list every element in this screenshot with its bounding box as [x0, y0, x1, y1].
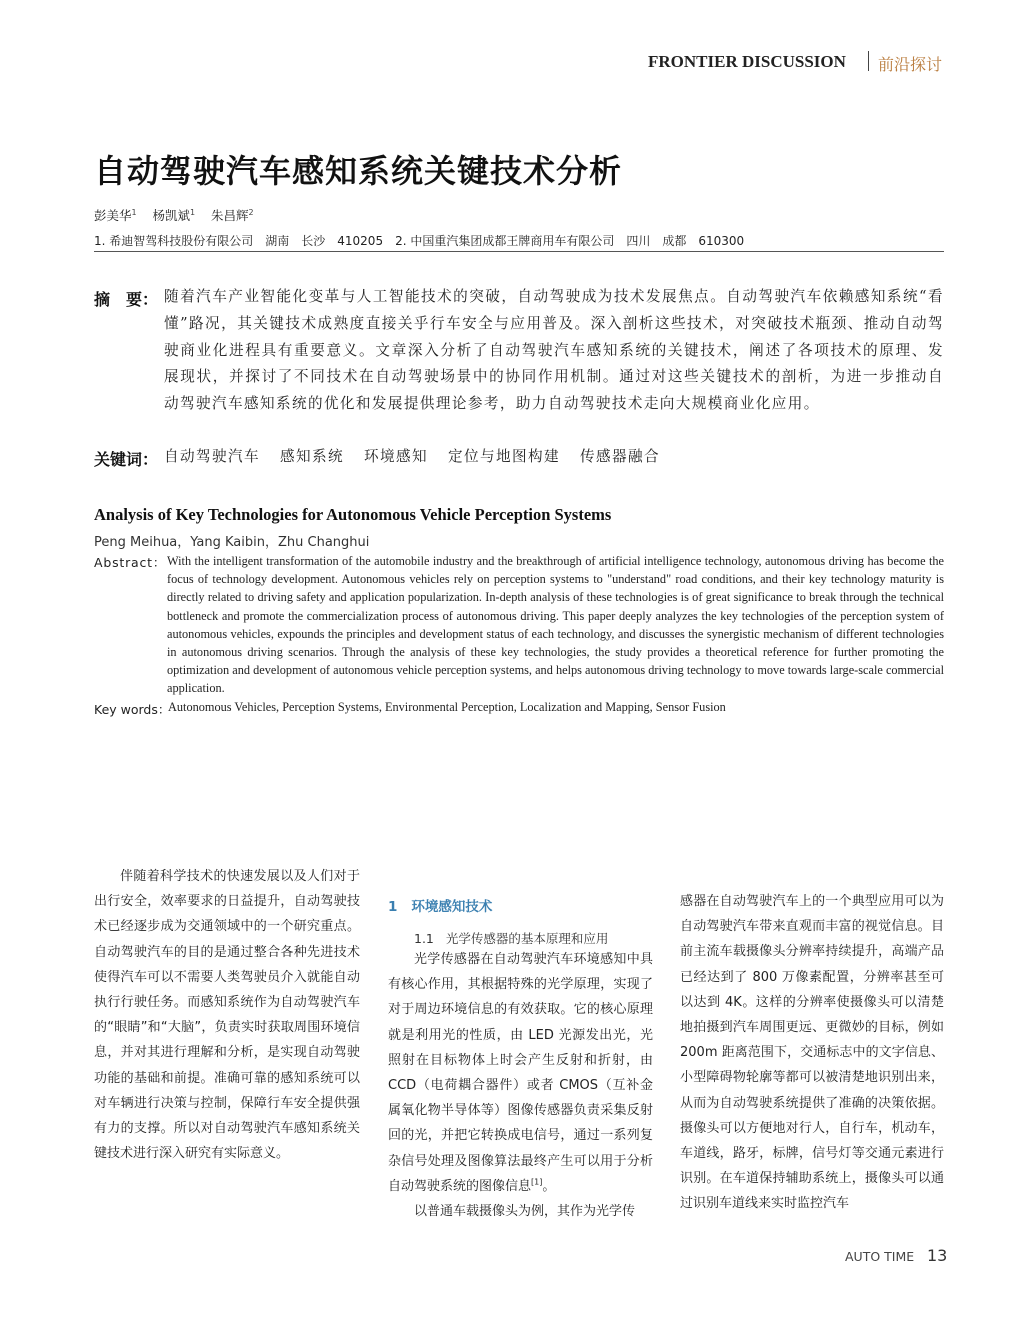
author-affil-sup: 1 [131, 207, 137, 217]
body-paragraph: 感器在自动驾驶汽车上的一个典型应用可以为自动驾驶汽车带来直观而丰富的视觉信息。目前主流车载摄像头分辨率持续提升，高端产品已经达到了 800 万像素配置，分辨率甚至可以达到 4K。这样的分辨率使摄像头可以清楚地拍摄到汽车周围更远、更微妙的目标，例如 200m 距离范围下，交通标志中的文字信息、小型障碍物轮廓等都可以被清楚地识别出来，从而为自动驾驶系统提供了准确的决策依据。摄像头可以方便地对行人，自行车，机动车，车道线，路牙，标牌，信号灯等交通元素进行识别。在车道保持辅助系统上，摄像头可以通过识别车道线来实时监控汽车 [680, 894, 944, 1212]
paragraph-text: 光学传感器在自动驾驶汽车环境感知中具有核心作用，其根据特殊的光学原理，实现了对于周边环境信息的有效获取。它的核心原理就是利用光的性质，由 LED 光源发出光，光照射在目标物体上时会产生反射和折射，由 CCD（电荷耦合器件）或者 CMOS（互补金属氧化物半导体等）图像传感器负责采集反射回的光，并把它转换成电信号，通过一系列复杂信号处理及图像算法最终产生可以用于分析自动驾驶系统的图像信息 [388, 952, 653, 1194]
affiliations: 1. 希迪智驾科技股份有限公司 湖南 长沙 410205 2. 中国重汽集团成都王牌商用车有限公司 四川 成都 610300 [94, 234, 745, 248]
title-divider [94, 251, 944, 252]
abstract-cn-text: 随着汽车产业智能化变革与人工智能技术的突破，自动驾驶成为技术发展焦点。自动驾驶汽车依赖感知系统“看懂”路况，其关键技术成熟度直接关乎行车安全与应用普及。深入剖析这些技术，对突破技术瓶颈、推动自动驾驶商业化进程具有重要意义。文章深入分析了自动驾驶汽车感知系统的关键技术，阐述了各项技术的原理、发展现状，并探讨了不同技术在自动驾驶场景中的协同作用机制。通过对这些关键技术的剖析，为进一步推动自动驾驶汽车感知系统的优化和发展提供理论参考，助力自动驾驶技术走向大规模商业化应用。 [164, 288, 944, 413]
paper-title-en: Analysis of Key Technologies for Autonomous Vehicle Perception Systems [94, 505, 612, 524]
author-name: 朱昌辉 [211, 208, 249, 223]
abstract-en-label: Abstract： [94, 555, 167, 570]
author-name: 彭美华 [94, 208, 132, 223]
paper-title-cn: 自动驾驶汽车感知系统关键技术分析 [94, 152, 623, 190]
body-column-3 [680, 889, 944, 1217]
author-affil-sup: 2 [248, 207, 254, 217]
footer-journal-name: AUTO TIME [845, 1249, 915, 1264]
intro-paragraph: 伴随着科学技术的快速发展以及人们对于出行安全，效率要求的日益提升，自动驾驶技术已经逐步成为交通领域中的一个研究重点。自动驾驶汽车的目的是通过整合各种先进技术使得汽车可以不需要人类驾驶员介入就能自动执行行驶任务。而感知系统作为自动驾驶汽车的“眼睛”和“大脑”，负责实时获取周围环境信息，并对其进行理解和分析，是实现自动驾驶功能的基础和前提。准确可靠的感知系统可以对车辆进行决策与控制，保障行车安全提供强有力的支撑。所以对自动驾驶汽车感知系统关键技术进行深入研究有实际意义。 [94, 869, 360, 1162]
section-number: 1 [388, 899, 398, 915]
author-list-en: Peng Meihua，Yang Kaibin，Zhu Changhui [94, 535, 370, 550]
page-number: 13 [927, 1246, 948, 1265]
header-section-cn: 前沿探讨 [878, 55, 943, 74]
keywords-cn-label: 关键词： [94, 450, 159, 469]
header-divider [868, 51, 869, 71]
author-list-cn [94, 206, 254, 224]
section-title: 环境感知技术 [411, 899, 493, 915]
citation-ref: [1] [531, 1177, 543, 1187]
keywords-en-label: Key words： [94, 702, 171, 717]
section-heading [388, 895, 506, 915]
author-affil-sup: 1 [190, 207, 196, 217]
author-name: 杨凯斌 [152, 208, 191, 223]
keywords-en-text: Autonomous Vehicles, Perception Systems, Environmental Perception, Localization and Mapping, Sensor Fusion [168, 700, 726, 714]
subsection-title: 光学传感器的基本原理和应用 [445, 931, 609, 946]
header-section-en: FRONTIER DISCUSSION [648, 52, 846, 71]
body-paragraph [388, 947, 653, 1199]
body-column-2 [388, 947, 653, 1224]
subsection-heading [414, 929, 620, 947]
body-column-1 [94, 864, 360, 1166]
abstract-en-text: With the intelligent transformation of the automobile industry and the breakthrough of artificial intelligence technology, autonomous driving has become the focus of technology development. Autonomous vehicles rely on perception systems to "understand" road conditions, and their key technology maturity is directly related to driving safety and application popularization. In-depth analysis of these technologies is of great significance to break through the technical bottleneck and promote the commercialization process of autonomous driving. This paper deeply analyzes the key technologies of the perception system of autonomous vehicles, expounds the principles and development status of each technology, and discusses the synergistic mechanism of different technologies in autonomous driving scenarios. Through the analysis of these key technologies, the study provides a theoretical reference for further promoting the optimization and development of autonomous vehicle perception systems, and helps autonomous driving technology to move towards large-scale commercial application. [167, 554, 944, 696]
subsection-number: 1.1 [414, 931, 434, 946]
abstract-cn-label: 摘 要： [94, 290, 159, 309]
keywords-cn-text: 自动驾驶汽车 感知系统 环境感知 定位与地图构建 传感器融合 [164, 448, 660, 465]
paragraph-end: 。 [542, 1178, 556, 1194]
body-paragraph: 以普通车载摄像头为例，其作为光学传 [414, 1204, 636, 1220]
